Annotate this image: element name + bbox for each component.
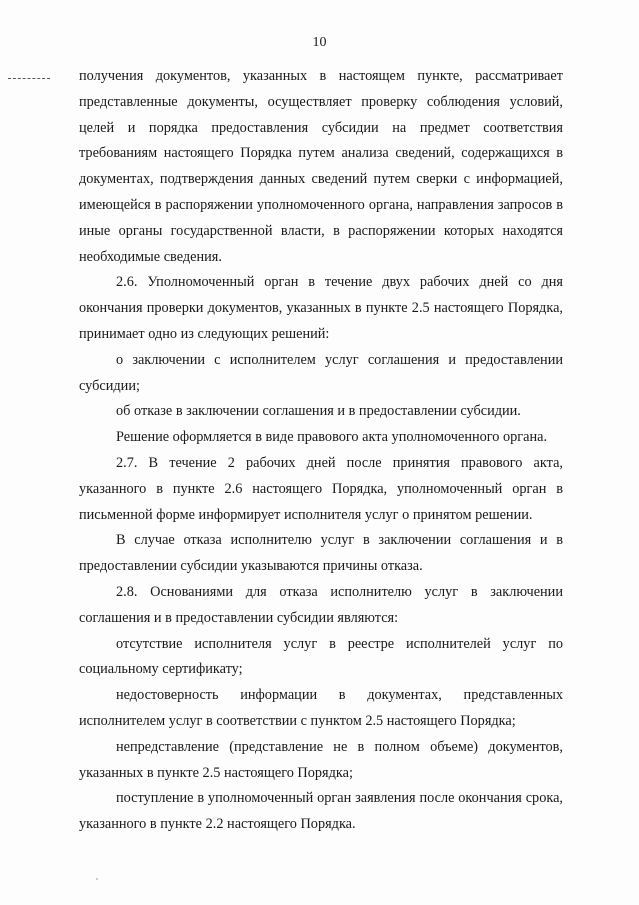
paragraph-ground-late: поступление в уполномоченный орган заявления после окончания срока, указанного в пункте 2.2 настоящего Порядка. <box>79 790 563 833</box>
paragraph-refusal-reasons: В случае отказа исполнителю услуг в заключении соглашения и в предоставлении субсидии указываются причины отказа. <box>79 532 563 575</box>
paragraph-decision-refuse: об отказе в заключении соглашения и в предоставлении субсидии. <box>116 403 521 420</box>
document-body <box>79 64 563 838</box>
paragraph-ground-unreliable: недостоверность информации в документах, представленных исполнителем услуг в соответствии с пунктом 2.5 настоящего Порядка; <box>79 687 563 729</box>
paragraph-continuation: получения документов, указанных в настоящем пункте, рассматривает представленные документы, осуществляет проверку соблюдения условий, целей и порядка предоставления субсидии на предмет соответствия требованиям настоящего Порядка путем анализа сведений, содержащихся в документах, подтверждения данных сведений путем сверки с информацией, имеющейся в распоряжении уполномоченного органа, направления запросов в иные органы государственной власти, в распоряжении которых находятся необходимые сведения. <box>79 68 563 265</box>
paragraph-ground-absence: отсутствие исполнителя услуг в реестре исполнителей услуг по социальному сертификату; <box>79 635 563 678</box>
paragraph-2-7: 2.7. В течение 2 рабочих дней после принятия правового акта, указанного в пункте 2.6 настоящего Порядка, уполномоченный орган в письменной форме информирует исполнителя услуг о принятом решении. <box>79 454 563 523</box>
paragraph-decision-conclude: о заключении с исполнителем услуг соглашения и предоставлении субсидии; <box>79 351 563 394</box>
paragraph-2-8: 2.8. Основаниями для отказа исполнителю услуг в заключении соглашения и в предоставлении субсидии являются: <box>79 583 563 626</box>
paragraph-decision-form: Решение оформляется в виде правового акта уполномоченного органа. <box>116 429 548 446</box>
scan-artifact-mark <box>8 78 50 81</box>
paragraph-2-6: 2.6. Уполномоченный орган в течение двух рабочих дней со дня окончания проверки документов, указанных в пункте 2.5 настоящего Порядка, принимает одно из следующих решений: <box>79 274 563 342</box>
scan-speck <box>96 878 98 880</box>
page-number: 10 <box>312 35 327 50</box>
paragraph-ground-missing-docs: непредставление (представление не в полном объеме) документов, указанных в пункте 2.5 настоящего Порядка; <box>79 738 563 781</box>
